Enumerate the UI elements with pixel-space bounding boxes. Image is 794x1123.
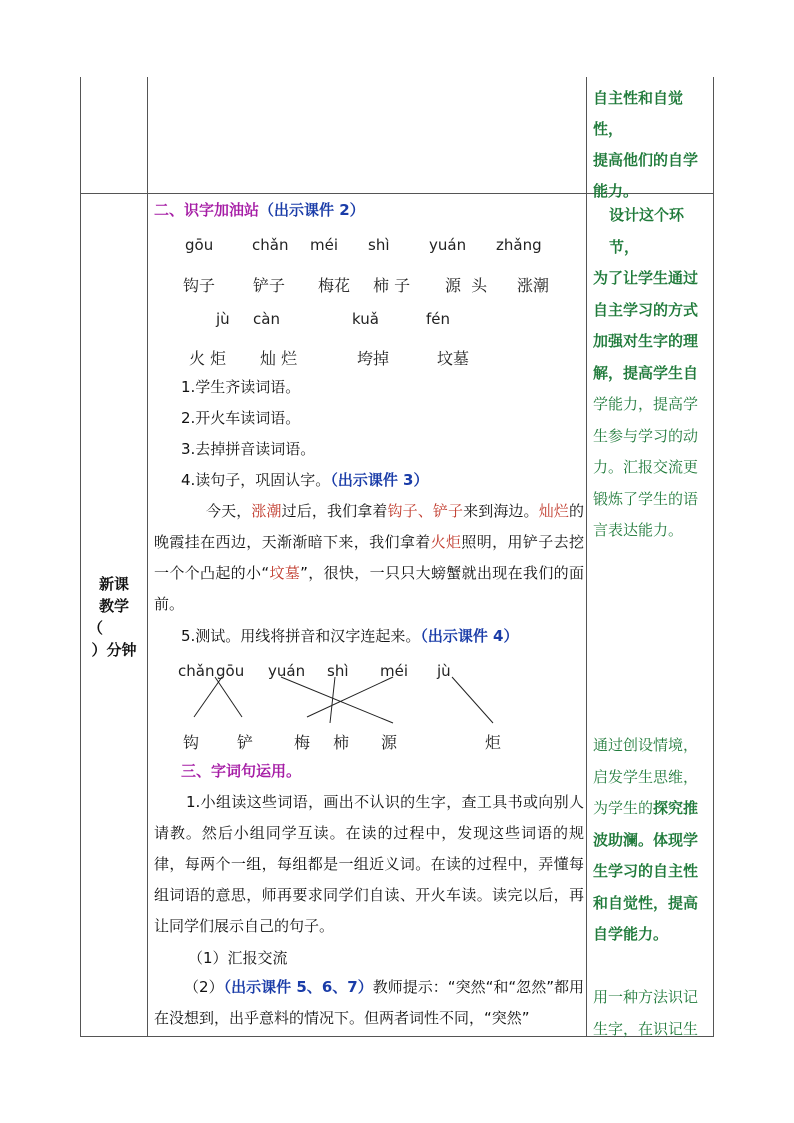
- sentence-part: ”，很快，一只只大螃蟹就出现在我们的面前。: [154, 564, 584, 613]
- note-part: 探究推: [653, 799, 699, 817]
- word: 柿 子: [373, 276, 411, 295]
- note-line: 自主性和自觉性，: [593, 89, 684, 138]
- stage-label: [82, 573, 146, 661]
- note-line: 力。汇报交流更: [593, 458, 699, 476]
- tip-ref: （出示课件 5、6、7）: [223, 978, 373, 996]
- step: 1.学生齐读词语。: [181, 378, 301, 396]
- note-line: 锻炼了学生的语: [593, 489, 699, 508]
- table-col2-border: [586, 77, 587, 1037]
- pinyin: jù: [216, 310, 230, 328]
- match-char: 铲: [237, 733, 254, 752]
- sentence-key-word: 钩子: [387, 502, 418, 520]
- match-pinyin: gōu: [216, 662, 245, 680]
- match-lines: [150, 675, 580, 745]
- match-pinyin: chǎn: [178, 662, 215, 680]
- table-col1-border: [147, 77, 148, 1037]
- section3-paragraph: 1.小组读这些词语，画出不认识的生字，查工具书或向别人请教。然后小组同学互读。在读的过程中，发现这些词语的规律，每两个一组，每组都是一组近义词。在读的过程中，弄懂每组词语的意思，师再要求同学们自读、开火车读。读完以后，再让同学们展示自己的句子。: [154, 793, 584, 935]
- note-line: 言表达能力。: [593, 521, 684, 539]
- word: 垮掉: [357, 349, 390, 368]
- match-char: 源: [381, 733, 398, 752]
- section2-heading: [154, 200, 365, 220]
- pinyin: gōu: [185, 236, 214, 254]
- reading-sentence: [154, 496, 584, 620]
- sentence-key-word: 坟墓: [269, 564, 301, 582]
- note-line: 自主学习的方式: [593, 300, 699, 319]
- step: [181, 470, 428, 490]
- note-line: 解，提高学生自: [593, 363, 699, 382]
- method-note: [593, 982, 711, 1045]
- match-line: [194, 677, 222, 717]
- sentence-key-word: 涨潮: [251, 502, 282, 520]
- match-line: [215, 677, 242, 717]
- pinyin: shì: [368, 236, 390, 254]
- pinyin: càn: [253, 310, 280, 328]
- match-pinyin: méi: [380, 662, 409, 680]
- sentence-part: 的晚霞挂在西边，天渐渐暗下来，我们拿着: [154, 502, 584, 551]
- match-char: 梅: [294, 733, 311, 752]
- word: 坟墓: [437, 349, 470, 368]
- stage-label-line: 教学: [98, 597, 129, 615]
- step5-ref: （出示课件 4）: [420, 627, 519, 645]
- note-line: 提高他们的自学: [593, 151, 699, 169]
- note-line: 学能力，提高学: [593, 395, 699, 413]
- match-char: 炬: [485, 733, 502, 752]
- section2-title: 二、识字加油站: [154, 201, 260, 219]
- stage-label-line: 新课: [98, 575, 129, 593]
- note-line: 用一种方法识记: [593, 988, 699, 1006]
- sentence-part: 照明，用铲子去挖一个个凸起的小“: [154, 533, 584, 582]
- note-line: 加强对生字的理: [593, 332, 699, 350]
- step4-ref: （出示课件 3）: [330, 471, 429, 489]
- note-line: 启发学生思维，: [593, 767, 699, 786]
- pinyin: fén: [426, 310, 451, 328]
- sentence-key-word: 铲子: [432, 502, 464, 520]
- word: 灿 烂: [260, 349, 298, 368]
- match-pinyin: yuán: [268, 662, 306, 680]
- word: 源 头: [445, 276, 488, 295]
- section2-ref: （出示课件 2）: [259, 201, 365, 219]
- note-line: 和自觉性，提高: [593, 893, 699, 912]
- match-char: 柿: [333, 733, 350, 752]
- word: 涨潮: [517, 276, 550, 295]
- note-line: 生学习的自主性: [593, 862, 699, 880]
- table-right-border: [713, 77, 714, 1037]
- pinyin: yuán: [429, 236, 467, 254]
- note-line: 为了让学生通过: [593, 269, 699, 287]
- section3-title: 三、字词句运用。: [181, 762, 302, 780]
- match-char: 钩: [183, 733, 200, 752]
- note-line: 设计这个环节，: [609, 206, 685, 256]
- situation-note: [593, 730, 711, 951]
- match-pinyin: jù: [437, 662, 451, 680]
- sentence-part: 来到海边。: [463, 502, 539, 520]
- match-line: [330, 677, 335, 723]
- match-line: [452, 677, 493, 723]
- match-pinyin: shì: [327, 662, 349, 680]
- step5-text: 5.测试。用线将拼音和汉字连起来。: [181, 627, 421, 645]
- step: [181, 626, 519, 646]
- sentence-part: 、: [417, 502, 433, 520]
- note-line: 生字，在识记生: [593, 1019, 699, 1038]
- match-line: [307, 677, 393, 717]
- word: 梅花: [318, 276, 351, 295]
- stage-label-line: （: [88, 619, 104, 637]
- teacher-tip: [154, 972, 584, 1034]
- sentence-key-word: 火炬: [430, 533, 462, 551]
- word: 铲子: [253, 276, 286, 295]
- note-line: 自学能力。: [593, 925, 669, 943]
- note-line: 通过创设情境，: [593, 736, 699, 754]
- note-line: 能力。: [593, 182, 639, 200]
- stage-label-line: ）分钟: [91, 641, 137, 659]
- sentence-part: 过后，我们拿着: [281, 502, 388, 520]
- word: 火 炬: [189, 349, 227, 368]
- design-note: [593, 200, 711, 547]
- word: 钩子: [183, 276, 216, 295]
- step: 2.开火车读词语。: [181, 409, 301, 427]
- note-line: 生参与学习的动: [593, 426, 699, 445]
- step: 3.去掉拼音读词语。: [181, 440, 316, 458]
- step4-text: 4.读句子，巩固认字。: [181, 471, 331, 489]
- note-line: 波助澜。体现学: [593, 830, 699, 849]
- tip-text: 教师提示：“突然“和“忽然”都用在没想到，出乎意料的情况下。但两者词性不同，“突然”: [154, 978, 584, 1027]
- pinyin: kuǎ: [352, 310, 379, 328]
- sentence-key-word: 灿烂: [538, 502, 569, 520]
- table-left-border: [80, 77, 81, 1037]
- top-right-note: [593, 83, 711, 207]
- note-part: 为学生的: [593, 799, 654, 817]
- pinyin: chǎn: [252, 236, 289, 254]
- pinyin: zhǎng: [496, 236, 542, 254]
- sentence-part: 今天，: [206, 502, 252, 520]
- note-line: [593, 793, 711, 825]
- tip-prefix: （2）: [184, 978, 224, 996]
- match-line: [281, 677, 393, 723]
- pinyin: méi: [310, 236, 339, 254]
- report-exchange: （1）汇报交流: [188, 949, 288, 967]
